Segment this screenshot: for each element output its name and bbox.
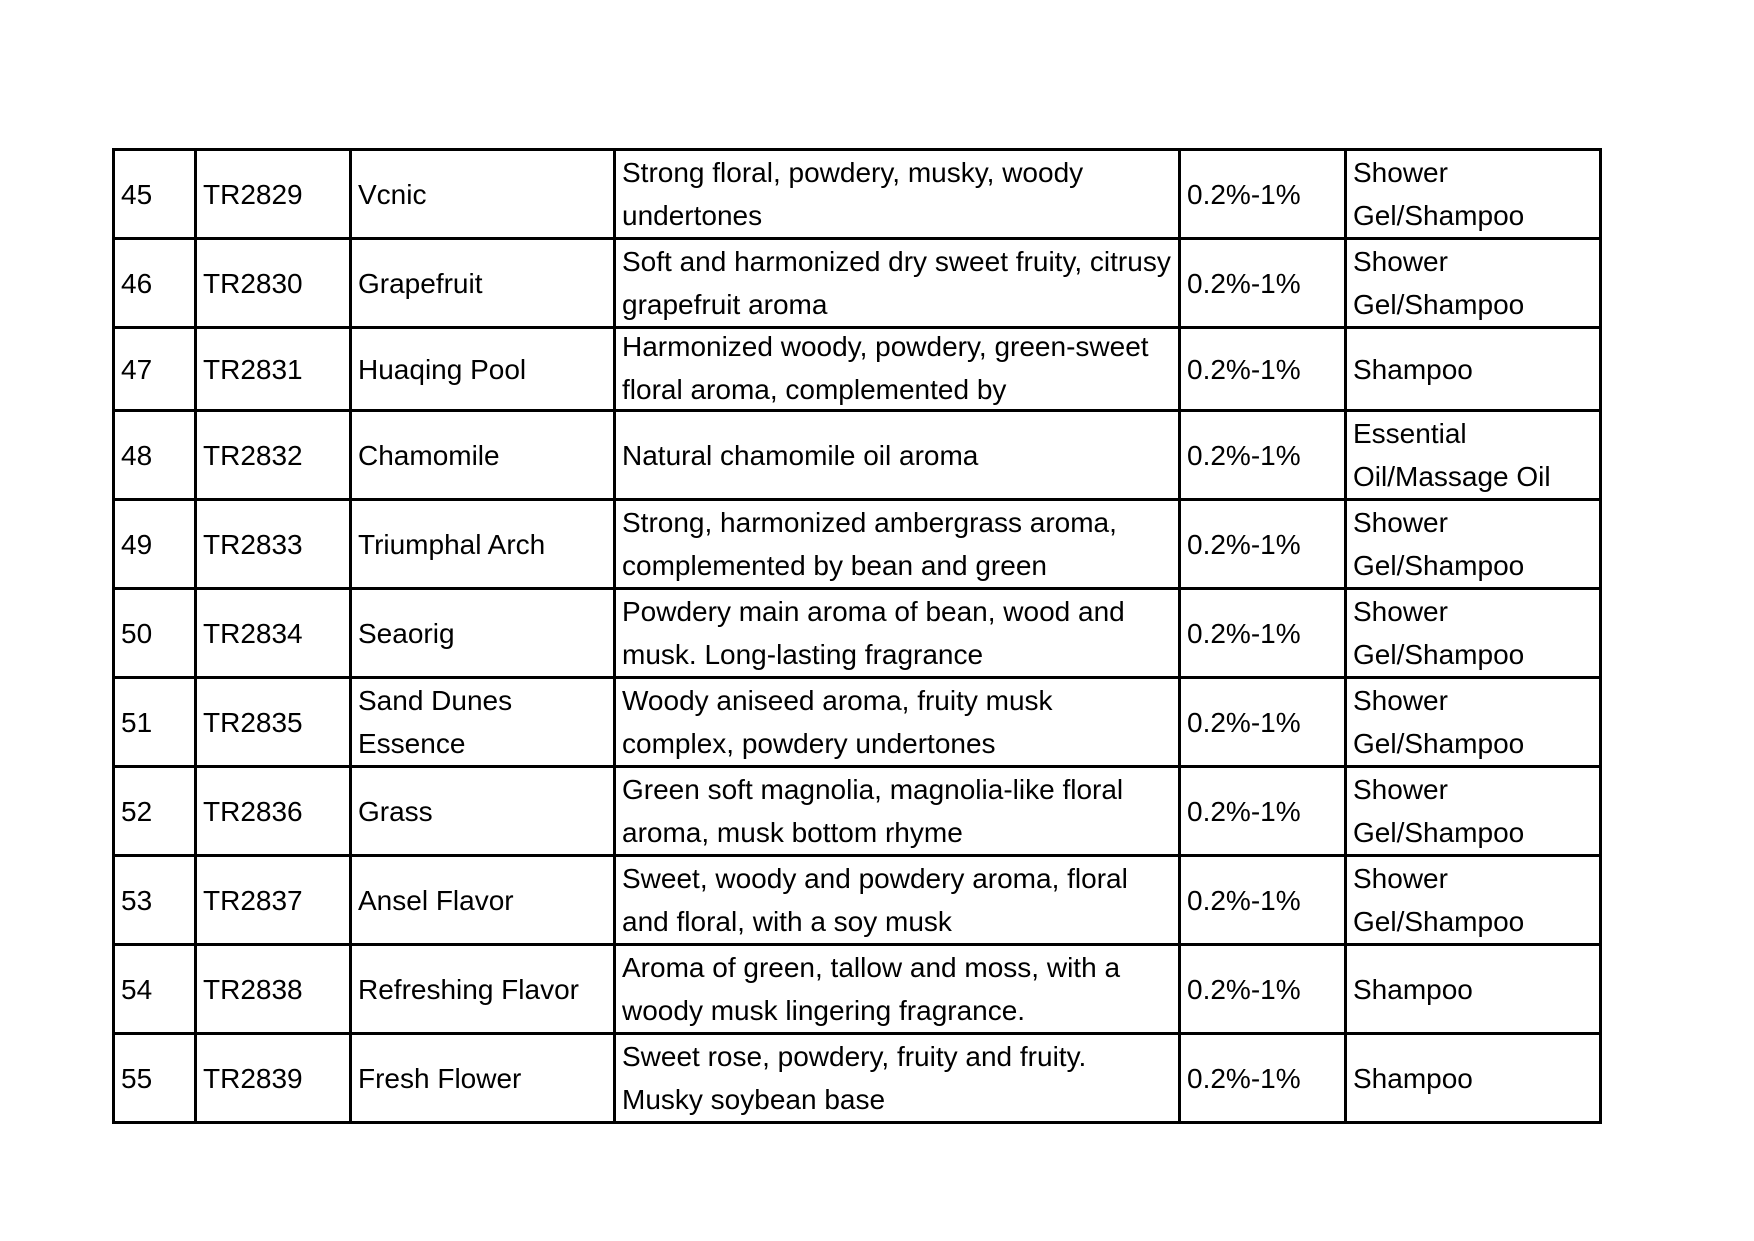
table-row (114, 500, 1601, 589)
cell-no: 45 (114, 150, 196, 239)
cell-application: Shower Gel/Shampoo (1346, 767, 1601, 856)
cell-application: Shampoo (1346, 1034, 1601, 1123)
cell-name: Refreshing Flavor (351, 945, 615, 1034)
cell-dosage: 0.2%-1% (1180, 411, 1346, 500)
cell-code: TR2839 (196, 1034, 351, 1123)
table-row (114, 239, 1601, 328)
cell-application: Shower Gel/Shampoo (1346, 150, 1601, 239)
cell-no: 52 (114, 767, 196, 856)
cell-application: Shower Gel/Shampoo (1346, 589, 1601, 678)
cell-description: Strong, harmonized ambergrass aroma, complemented by bean and green (615, 500, 1180, 589)
cell-description: Sweet, woody and powdery aroma, floral and floral, with a soy musk (615, 856, 1180, 945)
table-row (114, 150, 1601, 239)
table-row (114, 767, 1601, 856)
cell-dosage: 0.2%-1% (1180, 1034, 1346, 1123)
cell-no: 54 (114, 945, 196, 1034)
cell-description: Soft and harmonized dry sweet fruity, citrusy grapefruit aroma (615, 239, 1180, 328)
cell-name: Grass (351, 767, 615, 856)
table-row (114, 328, 1601, 411)
cell-code: TR2837 (196, 856, 351, 945)
cell-description: Strong floral, powdery, musky, woody undertones (615, 150, 1180, 239)
cell-application: Shampoo (1346, 945, 1601, 1034)
cell-description: Harmonized woody, powdery, green-sweet floral aroma, complemented by (622, 331, 1149, 405)
cell-description: Powdery main aroma of bean, wood and musk. Long-lasting fragrance (615, 589, 1180, 678)
cell-no: 46 (114, 239, 196, 328)
cell-dosage: 0.2%-1% (1180, 239, 1346, 328)
cell-description-clipped (615, 328, 1180, 411)
table-row (114, 678, 1601, 767)
cell-no: 55 (114, 1034, 196, 1123)
cell-code: TR2829 (196, 150, 351, 239)
table-row (114, 856, 1601, 945)
cell-dosage: 0.2%-1% (1180, 678, 1346, 767)
cell-code: TR2830 (196, 239, 351, 328)
cell-code: TR2838 (196, 945, 351, 1034)
cell-dosage: 0.2%-1% (1180, 856, 1346, 945)
cell-dosage: 0.2%-1% (1180, 945, 1346, 1034)
cell-name: Vcnic (351, 150, 615, 239)
cell-application: Shower Gel/Shampoo (1346, 678, 1601, 767)
cell-code: TR2833 (196, 500, 351, 589)
cell-description: Natural chamomile oil aroma (615, 411, 1180, 500)
cell-dosage: 0.2%-1% (1180, 589, 1346, 678)
table-row (114, 411, 1601, 500)
cell-application: Shower Gel/Shampoo (1346, 856, 1601, 945)
cell-no: 51 (114, 678, 196, 767)
cell-no: 50 (114, 589, 196, 678)
cell-name: Grapefruit (351, 239, 615, 328)
table-row (114, 945, 1601, 1034)
cell-dosage: 0.2%-1% (1180, 767, 1346, 856)
cell-name: Triumphal Arch (351, 500, 615, 589)
cell-application: Shampoo (1346, 328, 1601, 411)
cell-dosage: 0.2%-1% (1180, 500, 1346, 589)
cell-name: Huaqing Pool (351, 328, 615, 411)
cell-code: TR2831 (196, 328, 351, 411)
fragrance-table (112, 148, 1602, 1124)
cell-description: Sweet rose, powdery, fruity and fruity. Musky soybean base (615, 1034, 1180, 1123)
cell-description: Green soft magnolia, magnolia-like floral aroma, musk bottom rhyme (615, 767, 1180, 856)
cell-no: 49 (114, 500, 196, 589)
cell-dosage: 0.2%-1% (1180, 328, 1346, 411)
cell-description: Woody aniseed aroma, fruity musk complex, powdery undertones (615, 678, 1180, 767)
cell-no: 48 (114, 411, 196, 500)
cell-application: Shower Gel/Shampoo (1346, 500, 1601, 589)
cell-no: 47 (114, 328, 196, 411)
cell-dosage: 0.2%-1% (1180, 150, 1346, 239)
table-row (114, 1034, 1601, 1123)
cell-application: Shower Gel/Shampoo (1346, 239, 1601, 328)
cell-code: TR2834 (196, 589, 351, 678)
cell-name: Chamomile (351, 411, 615, 500)
cell-code: TR2832 (196, 411, 351, 500)
cell-no: 53 (114, 856, 196, 945)
cell-code: TR2836 (196, 767, 351, 856)
cell-name: Ansel Flavor (351, 856, 615, 945)
cell-name: Fresh Flower (351, 1034, 615, 1123)
cell-code: TR2835 (196, 678, 351, 767)
table-row (114, 589, 1601, 678)
cell-description: Aroma of green, tallow and moss, with a woody musk lingering fragrance. (615, 945, 1180, 1034)
cell-application: Essential Oil/Massage Oil (1346, 411, 1601, 500)
cell-name: Sand Dunes Essence (351, 678, 615, 767)
cell-name: Seaorig (351, 589, 615, 678)
